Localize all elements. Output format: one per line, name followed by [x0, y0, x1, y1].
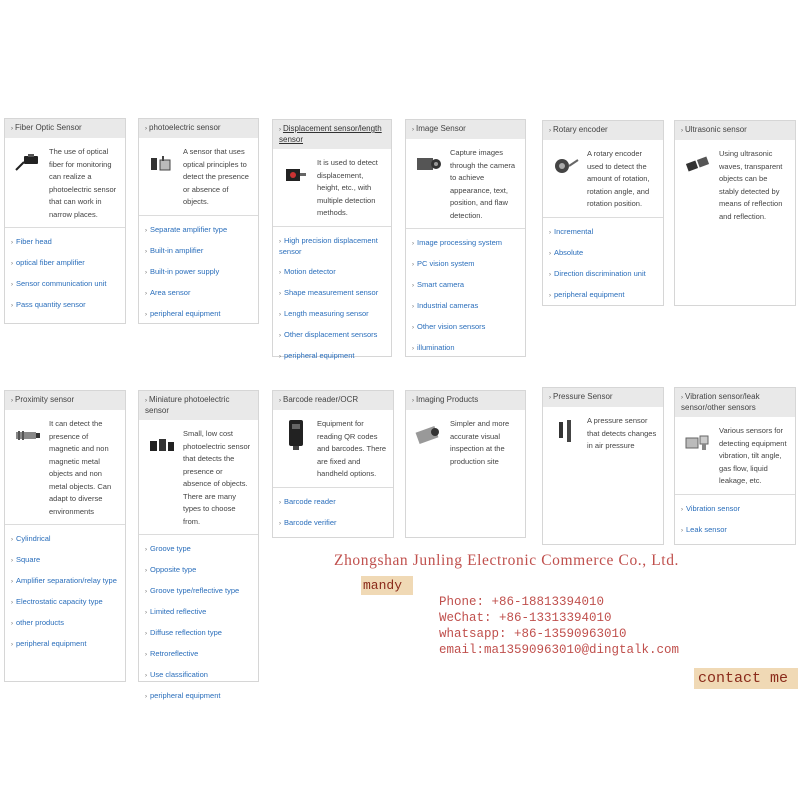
chevron-right-icon: ›: [11, 537, 13, 543]
category-title-link[interactable]: [543, 388, 663, 407]
chevron-right-icon: ›: [145, 547, 147, 553]
subcategory-link[interactable]: [273, 513, 393, 534]
subcategory-link[interactable]: [543, 285, 663, 306]
chevron-right-icon: ›: [412, 304, 414, 310]
chevron-right-icon: ›: [681, 395, 683, 401]
category-description: Capture images through the camera to achieve appearance, text, position, and flaw detection.: [450, 148, 516, 220]
category-description: A rotary encoder used to detect the amount of rotation, rotation angle, and rotation position.: [587, 149, 650, 208]
proximity-sensor-icon[interactable]: [13, 418, 43, 452]
subcategory-link[interactable]: [5, 592, 125, 613]
category-card: [138, 118, 259, 324]
subcategory-label: Absolute: [554, 247, 584, 257]
subcategory-link[interactable]: [139, 262, 258, 283]
subcategory-link[interactable]: [273, 325, 391, 346]
subcategory-link[interactable]: [406, 338, 525, 359]
subcategory-list: [406, 229, 525, 359]
chevron-right-icon: ›: [11, 642, 13, 648]
camera-icon[interactable]: [414, 147, 444, 181]
contact-me-button[interactable]: contact me: [694, 668, 798, 689]
email-text: email:ma13590963010@dingtalk.com: [439, 643, 680, 657]
chevron-right-icon: ›: [145, 227, 147, 234]
subcategory-label: other products: [16, 618, 64, 627]
category-title-link[interactable]: [675, 121, 795, 140]
subcategory-list: [139, 535, 258, 707]
category-description: Using ultrasonic waves, transparent objects can be stably detected by means of reflection and reflection.: [719, 149, 783, 221]
subcategory-link[interactable]: [139, 686, 258, 707]
subcategory-label: illumination: [417, 343, 455, 352]
subcategory-label: Other displacement sensors: [284, 329, 378, 339]
category-summary: [5, 138, 125, 227]
category-title-link[interactable]: [5, 119, 125, 138]
chevron-right-icon: ›: [412, 325, 414, 331]
category-summary: [675, 140, 795, 229]
category-card: [674, 120, 796, 306]
category-summary: [543, 407, 663, 459]
whatsapp-text: whatsapp: +86-13590963010: [439, 627, 627, 641]
subcategory-link[interactable]: [406, 254, 525, 275]
subcategory-link[interactable]: [273, 304, 391, 325]
category-title: Barcode reader/OCR: [283, 395, 359, 404]
chevron-right-icon: ›: [681, 128, 683, 134]
subcategory-label: Pass quantity sensor: [16, 300, 86, 309]
category-card: [272, 390, 394, 538]
subcategory-label: Industrial cameras: [417, 301, 479, 310]
category-title: Imaging Products: [416, 395, 479, 404]
category-title: Proximity sensor: [15, 395, 75, 404]
chevron-right-icon: ›: [681, 506, 683, 513]
barcode-reader-icon[interactable]: [281, 418, 311, 452]
category-title-link[interactable]: [139, 391, 258, 420]
chevron-right-icon: ›: [145, 568, 147, 574]
chevron-right-icon: ›: [145, 269, 147, 276]
category-card: [674, 387, 796, 545]
subcategory-label: peripheral equipment: [16, 639, 87, 648]
subcategory-label: Length measuring sensor: [284, 308, 369, 318]
subcategory-label: Opposite type: [150, 565, 197, 574]
subcategory-link[interactable]: [5, 550, 125, 571]
subcategory-list: [675, 495, 795, 541]
chevron-right-icon: ›: [279, 290, 281, 297]
subcategory-label: Other vision sensors: [417, 322, 486, 331]
category-summary: [406, 410, 525, 474]
subcategory-label: Barcode verifier: [284, 517, 337, 527]
subcategory-label: Sensor communication unit: [16, 279, 107, 288]
category-title: Displacement sensor/length sensor: [279, 124, 382, 144]
category-description: Small, low cost photoelectric sensor that detects the presence or absence of objects. There are many types to choose from.: [183, 429, 251, 526]
subcategory-label: Cylindrical: [16, 534, 51, 543]
category-summary: [139, 138, 258, 215]
subcategory-label: optical fiber amplifier: [16, 258, 85, 267]
category-description: It can detect the presence of magnetic and non magnetic metal objects and non metal objects. Can adapt to diverse environments: [49, 419, 112, 516]
category-title-link[interactable]: [543, 121, 663, 140]
chevron-right-icon: ›: [279, 499, 281, 506]
chevron-right-icon: ›: [145, 589, 147, 595]
fiber-sensor-icon[interactable]: [13, 146, 43, 180]
chevron-right-icon: ›: [681, 527, 683, 534]
category-title: Pressure Sensor: [553, 392, 613, 401]
subcategory-label: Groove type/reflective type: [150, 586, 240, 595]
category-summary: [675, 417, 795, 494]
subcategory-list: [5, 525, 125, 655]
chevron-right-icon: ›: [145, 311, 147, 318]
subcategory-label: Incremental: [554, 226, 594, 236]
chevron-right-icon: ›: [145, 126, 147, 132]
category-description: A pressure sensor that detects changes in air pressure: [587, 416, 657, 450]
subcategory-link[interactable]: [5, 253, 125, 274]
subcategory-label: Separate amplifier type: [150, 224, 228, 234]
subcategory-list: [5, 228, 125, 316]
chevron-right-icon: ›: [549, 292, 551, 299]
subcategory-link[interactable]: [675, 520, 795, 541]
category-description: Various sensors for detecting equipment vibration, tilt angle, gas flow, liquid leakage, etc.: [719, 426, 787, 485]
category-description: Equipment for reading QR codes and barcodes. There are fixed and handheld options.: [317, 419, 387, 478]
chevron-right-icon: ›: [279, 332, 281, 339]
chevron-right-icon: ›: [145, 631, 147, 637]
phone-text: Phone: +86-18813394010: [439, 595, 605, 609]
category-title-link[interactable]: [273, 120, 391, 149]
pressure-sensor-icon[interactable]: [551, 415, 581, 449]
chevron-right-icon: ›: [279, 353, 281, 360]
subcategory-link[interactable]: [139, 304, 258, 325]
subcategory-link[interactable]: [139, 539, 258, 560]
chevron-right-icon: ›: [279, 520, 281, 527]
category-title: Miniature photoelectric sensor: [145, 395, 230, 415]
subcategory-label: Amplifier separation/relay type: [16, 576, 117, 585]
chevron-right-icon: ›: [145, 398, 147, 404]
category-title-link[interactable]: [406, 120, 525, 139]
chevron-right-icon: ›: [11, 621, 13, 627]
chevron-right-icon: ›: [145, 694, 147, 700]
category-title: Ultrasonic sensor: [685, 125, 747, 134]
subcategory-link[interactable]: [675, 499, 795, 520]
subcategory-label: Use classification: [150, 670, 208, 679]
category-summary: [5, 410, 125, 524]
chevron-right-icon: ›: [145, 652, 147, 658]
wechat-text: WeChat: +86-13313394010: [439, 611, 612, 625]
chevron-right-icon: ›: [549, 128, 551, 134]
category-summary: [543, 140, 663, 217]
subcategory-link[interactable]: [273, 492, 393, 513]
chevron-right-icon: ›: [11, 240, 13, 246]
company-name: Zhongshan Junling Electronic Commerce Co., Ltd.: [334, 552, 680, 569]
category-card: [405, 119, 526, 357]
subcategory-label: Retroreflective: [150, 649, 199, 658]
subcategory-link[interactable]: [273, 346, 391, 367]
category-title: photoelectric sensor: [149, 123, 221, 132]
chevron-right-icon: ›: [279, 398, 281, 404]
category-summary: [139, 420, 258, 534]
subcategory-label: peripheral equipment: [150, 691, 221, 700]
subcategory-link[interactable]: [5, 274, 125, 295]
subcategory-label: Electrostatic capacity type: [16, 597, 103, 606]
subcategory-link[interactable]: [543, 264, 663, 285]
category-summary: [273, 410, 393, 487]
category-card: [542, 387, 664, 545]
chevron-right-icon: ›: [11, 600, 13, 606]
subcategory-link[interactable]: [406, 275, 525, 296]
category-title: Image Sensor: [416, 124, 466, 133]
subcategory-label: Smart camera: [417, 280, 465, 289]
subcategory-label: Shape measurement sensor: [284, 287, 379, 297]
chevron-right-icon: ›: [11, 398, 13, 404]
subcategory-label: Image processing system: [417, 238, 503, 247]
subcategory-list: [139, 216, 258, 325]
subcategory-link[interactable]: [406, 317, 525, 338]
chevron-right-icon: ›: [11, 558, 13, 564]
subcategory-link[interactable]: [5, 613, 125, 634]
chevron-right-icon: ›: [145, 290, 147, 297]
subcategory-link[interactable]: [273, 283, 391, 304]
contact-info: [439, 594, 679, 658]
subcategory-link[interactable]: [543, 222, 663, 243]
subcategory-label: Direction discrimination unit: [554, 268, 646, 278]
category-card: [272, 119, 392, 360]
subcategory-label: Leak sensor: [686, 524, 727, 534]
category-title-link[interactable]: [675, 388, 795, 417]
category-description: Simpler and more accurate visual inspection at the production site: [450, 419, 510, 466]
rotary-encoder-icon[interactable]: [551, 148, 581, 182]
subcategory-link[interactable]: [406, 233, 525, 254]
category-title-link[interactable]: [273, 391, 393, 410]
subcategory-link[interactable]: [5, 634, 125, 655]
category-title-link[interactable]: [406, 391, 525, 410]
subcategory-link[interactable]: [5, 232, 125, 253]
subcategory-label: Fiber head: [16, 237, 52, 246]
chevron-right-icon: ›: [279, 311, 281, 318]
category-card: [542, 120, 664, 306]
subcategory-link[interactable]: [543, 243, 663, 264]
subcategory-label: peripheral equipment: [554, 289, 625, 299]
chevron-right-icon: ›: [412, 262, 414, 268]
category-title: Fiber Optic Sensor: [15, 123, 82, 132]
subcategory-label: Groove type: [150, 544, 191, 553]
chevron-right-icon: ›: [412, 398, 414, 404]
subcategory-link[interactable]: [139, 241, 258, 262]
subcategory-label: Motion detector: [284, 266, 336, 276]
chevron-right-icon: ›: [145, 248, 147, 255]
photoelectric-sensor-icon[interactable]: [147, 146, 177, 180]
chevron-right-icon: ›: [11, 261, 13, 267]
subcategory-link[interactable]: [5, 529, 125, 550]
subcategory-link[interactable]: [5, 571, 125, 592]
category-summary: [406, 139, 525, 228]
subcategory-label: peripheral equipment: [284, 350, 355, 360]
category-card: [4, 118, 126, 324]
subcategory-link[interactable]: [139, 283, 258, 304]
chevron-right-icon: ›: [11, 303, 13, 309]
subcategory-label: peripheral equipment: [150, 308, 221, 318]
subcategory-label: Square: [16, 555, 41, 564]
subcategory-label: PC vision system: [417, 259, 475, 268]
chevron-right-icon: ›: [11, 126, 13, 132]
subcategory-link[interactable]: [139, 602, 258, 623]
miniature-sensor-icon[interactable]: [147, 428, 177, 462]
subcategory-link[interactable]: [139, 581, 258, 602]
chevron-right-icon: ›: [549, 395, 551, 401]
contact-person-tag: mandy: [361, 576, 413, 595]
category-description: It is used to detect displacement, height, etc., with multiple detection methods.: [317, 158, 378, 217]
subcategory-link[interactable]: [139, 220, 258, 241]
subcategory-link[interactable]: [139, 623, 258, 644]
chevron-right-icon: ›: [549, 271, 551, 278]
chevron-right-icon: ›: [145, 610, 147, 616]
category-description: The use of optical fiber for monitoring can realize a photoelectric sensor that can work in narrow places.: [49, 147, 117, 219]
chevron-right-icon: ›: [279, 238, 281, 245]
chevron-right-icon: ›: [279, 269, 281, 276]
subcategory-list: [273, 488, 393, 534]
subcategory-label: Area sensor: [150, 287, 191, 297]
category-card: [405, 390, 526, 538]
subcategory-label: High precision displacement sensor: [279, 235, 378, 256]
chevron-right-icon: ›: [549, 229, 551, 236]
subcategory-link[interactable]: [139, 560, 258, 581]
category-title: Vibration sensor/leak sensor/other sensors: [681, 392, 760, 412]
subcategory-label: Limited reflective: [150, 607, 207, 616]
category-card: [138, 390, 259, 700]
chevron-right-icon: ›: [11, 579, 13, 585]
subcategory-link[interactable]: [273, 231, 391, 262]
subcategory-label: Diffuse reflection type: [150, 628, 222, 637]
subcategory-link[interactable]: [5, 295, 125, 316]
chevron-right-icon: ›: [412, 346, 414, 352]
displacement-sensor-icon[interactable]: [281, 157, 311, 191]
chevron-right-icon: ›: [11, 282, 13, 288]
subcategory-list: [273, 227, 391, 367]
category-title-link[interactable]: [139, 119, 258, 138]
subcategory-label: Vibration sensor: [686, 503, 741, 513]
subcategory-link[interactable]: [139, 644, 258, 665]
subcategory-link[interactable]: [406, 296, 525, 317]
imaging-lens-icon[interactable]: [414, 418, 444, 452]
chevron-right-icon: ›: [412, 241, 414, 247]
subcategory-label: Built-in amplifier: [150, 245, 204, 255]
subcategory-link[interactable]: [273, 262, 391, 283]
category-summary: [273, 149, 391, 226]
chevron-right-icon: ›: [145, 673, 147, 679]
chevron-right-icon: ›: [279, 127, 281, 133]
category-description: A sensor that uses optical principles to detect the presence or absence of objects.: [183, 147, 249, 206]
subcategory-label: Barcode reader: [284, 496, 336, 506]
chevron-right-icon: ›: [412, 127, 414, 133]
category-title: Rotary encoder: [553, 125, 608, 134]
subcategory-list: [543, 218, 663, 306]
chevron-right-icon: ›: [412, 283, 414, 289]
category-card: [4, 390, 126, 682]
ultrasonic-sensor-icon[interactable]: [683, 148, 713, 182]
subcategory-link[interactable]: [139, 665, 258, 686]
subcategory-label: Built-in power supply: [150, 266, 220, 276]
category-title-link[interactable]: [5, 391, 125, 410]
vibration-sensor-icon[interactable]: [683, 425, 713, 459]
chevron-right-icon: ›: [549, 250, 551, 257]
